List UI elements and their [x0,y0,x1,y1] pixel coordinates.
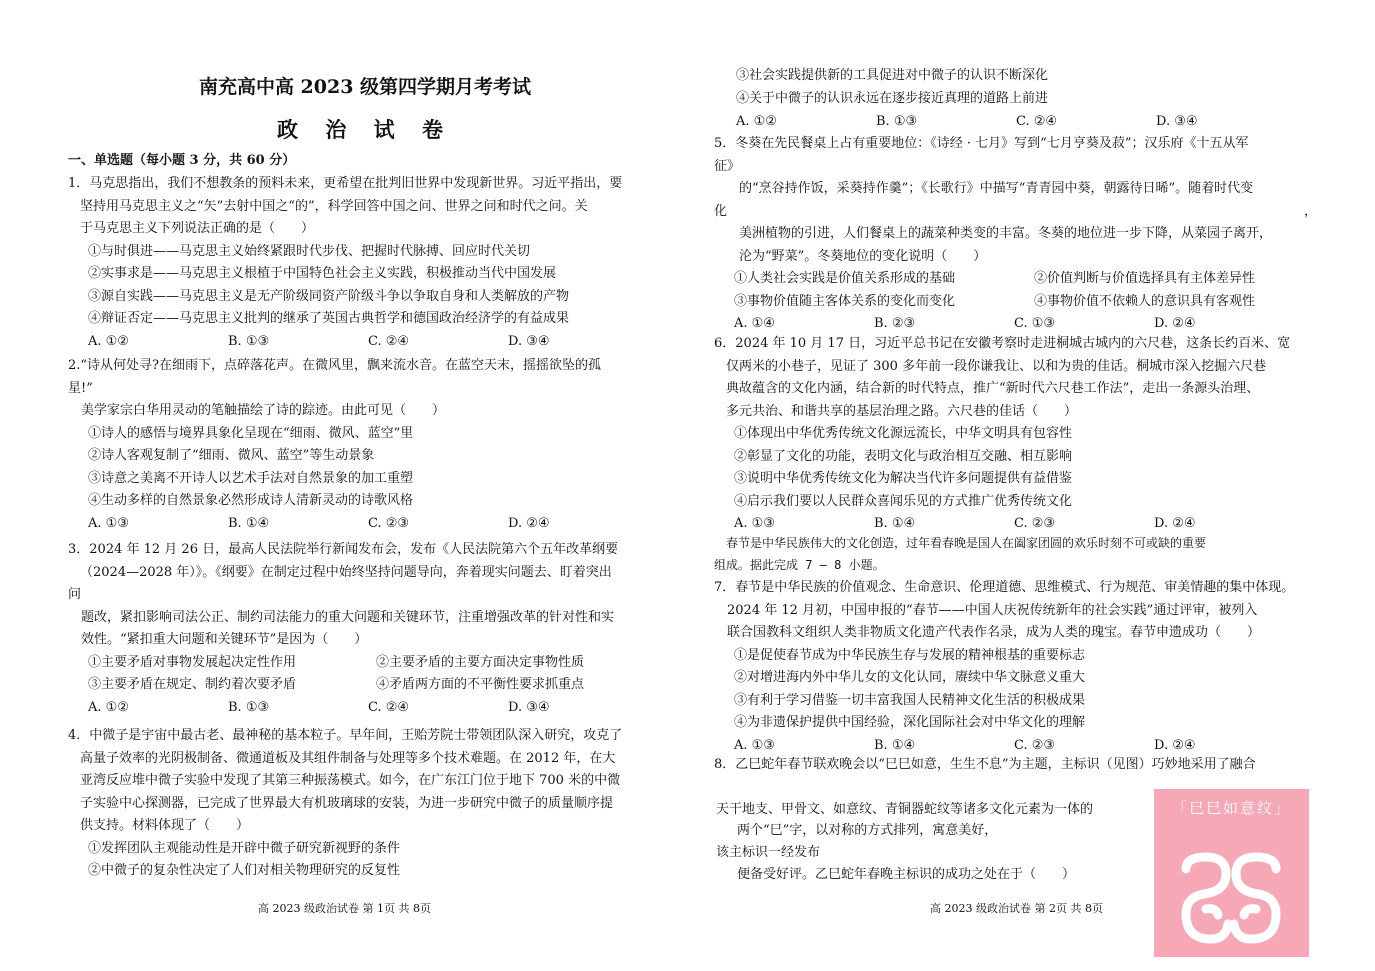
page-footer: 高 2023 级政治试卷 第 1页 共 8页 [258,902,431,915]
q6-item: ①体现出中华优秀传统文化源远流长，中华文明具有包容性 [734,426,1073,441]
q7-item: ③有利于学习借鉴一切丰富我国人民精神文化生活的积极成果 [734,692,1086,708]
q6-item: ④启示我们要以人民群众喜闻乐见的方式推广优秀传统文化 [734,493,1073,509]
q2-option: C. ②③ [368,515,410,531]
q7-stem-line: 7．春节是中华民族的价值观念、生命意识、伦理道德、思维模式、行为规范、审美情趣的集中体现。 [714,580,1295,595]
exam-subtitle: 政 治 试 卷 [277,117,453,142]
q2-item: ①诗人的感悟与境界具象化呈现在“细雨、微风、蓝空”里 [88,425,414,441]
q7-option: C. ②③ [1014,737,1056,753]
q4-stem-line: 供支持。材料体现了（ ） [80,818,250,833]
q6-option: C. ②③ [1014,516,1056,531]
q2-option: A. ①③ [88,515,129,531]
q6-stem-line: 典故蕴含的文化内涵，结合新的时代特点，推广“新时代六尺巷工作法”，走出一条源头治理、 [726,381,1260,396]
q4-item: ①发挥团队主观能动性是开辟中微子研究新视野的条件 [88,840,401,856]
q5-option: A. ①④ [734,316,775,331]
q5-option: D. ②④ [1154,316,1196,331]
q6-option: D. ②④ [1154,516,1196,531]
q1-stem-line: 坚持用马克思主义之“矢”去射中国之“的”，科学回答中国之问、世界之问和时代之问。关 [80,198,588,214]
q5-stem-line: 征》 [714,158,741,174]
q4-item: ④关于中微子的认识永远在逐步接近真理的道路上前进 [736,90,1049,106]
q4-stem-line: 4．中微子是宇宙中最古老、最神秘的基本粒子。早年间，王贻芳院士带领团队深入研究，攻克了 [68,728,623,743]
q7-item: ②对增进海内外中华儿女的文化认同，赓续中华文脉意义重大 [734,670,1086,685]
q5-item: ①人类社会实践是价值关系形成的基础 [734,271,956,286]
q2-item: ③诗意之美离不开诗人以艺术手法对自然景象的加工重塑 [88,470,414,486]
q5-item: ②价值判断与价值选择具有主体差异性 [1034,271,1256,286]
page-footer: 高 2023 级政治试卷 第 2页 共 8页 [930,902,1103,915]
q8-stem-line: 该主标识一经发布 [716,845,821,860]
q2-option: B. ①④ [228,515,270,531]
q1-stem-line: 1．马克思指出，我们不想教条的预料未来，更希望在批判旧世界中发现新世界。习近平指出，要 [68,176,623,191]
q3-stem-line: 问 [68,587,82,602]
q6-stem-line: 6．2024 年 10 月 17 日，习近平总书记在安徽考察时走进桐城古城内的六尺巷，这条长约百米、宽 [714,336,1291,351]
logo-label: 「巳巳如意纹」 [1171,799,1291,817]
q3-stem-line: 效性。“紧扣重大问题和关键环节”是因为（ ） [68,632,368,647]
q2-stem-line: 美学家宗白华用灵动的笔触描绘了诗的踪迹。由此可见（ ） [68,403,446,418]
q3-item: ①主要矛盾对事物发展起决定性作用 [88,654,297,670]
q1-stem-line: 于马克思主义下列说法正确的是（ ） [80,221,315,236]
q4-stem-line: 高量子效率的光阴极制备、微通道板及其组件制备与处理等多个技术难题。在 2012 年，在大 [80,750,616,766]
intro-7-8: 组成。据此完成 7 — 8 小题。 [714,558,885,572]
q5-option: B. ②③ [874,316,916,331]
q8-stem-line: 便备受好评。乙巳蛇年春晚主标识的成功之处在于（ ） [724,867,1076,882]
q1-option: B. ①③ [228,333,270,349]
q5-stem-line: 的“烹谷持作饭，采葵持作羹”；《长歌行》中描写“青青园中葵，朝露待日晞”。随着时代变 [726,181,1254,196]
q6-option: B. ①④ [874,516,916,531]
q7-stem-line: 联合国教科文组织人类非物质文化遗产代表作名录，成为人类的瑰宝。春节申遗成功（ ） [714,625,1261,640]
q4-option: D. ③④ [1156,114,1198,129]
q5-stem-line: 沦为“野菜”。冬葵地位的变化说明（ ） [726,248,987,264]
snake-glyph-icon [1176,849,1286,949]
q6-option: A. ①③ [734,516,775,531]
q1-option: D. ③④ [508,333,550,349]
q6-stem-line: 仅两米的小巷子，见证了 300 多年前一段你谦我让、以和为贵的佳话。桐城市深入挖掘六尺巷 [726,358,1267,374]
q5-option: C. ①③ [1014,316,1056,331]
q7-option: B. ①④ [874,737,916,753]
q6-item: ③说明中华优秀传统文化为解决当代许多问题提供有益借鉴 [734,471,1073,486]
q5-stem-line: 美洲植物的引进，人们餐桌上的蔬菜种类变的丰富。冬葵的地位进一步下降，从菜园子离开， [726,226,1273,241]
q7-item: ①是促使春节成为中华民族生存与发展的精神根基的重要标志 [734,647,1086,663]
q3-option: D. ③④ [508,699,550,715]
q1-option: C. ②④ [368,333,410,349]
q2-item: ②诗人客观复制了“细雨、微风、蓝空”等生动景象 [88,448,375,463]
q3-stem-line: 3．2024 年 12 月 26 日，最高人民法院举行新闻发布会，发布《人民法院第六个五年改革纲要 [68,542,619,557]
q4-option: B. ①③ [876,114,918,129]
q4-item: ③社会实践提供新的工具促进对中微子的认识不断深化 [736,68,1049,83]
q1-item: ①与时俱进——马克思主义始终紧跟时代步伐、把握时代脉搏、回应时代关切 [88,243,531,259]
q2-option: D. ②④ [508,515,550,531]
q1-item: ③源自实践——马克思主义是无产阶级同资产阶级斗争以争取自身和人类解放的产物 [88,288,570,304]
intro-7-8: 春节是中华民族伟大的文化创造，过年看春晚是国人在阖家团圆的欢乐时刻不可或缺的重要 [714,536,1207,550]
q6-item: ②彰显了文化的功能，表明文化与政治相互交融、相互影响 [734,448,1073,464]
q1-option: A. ①② [88,333,129,349]
q2-stem-line: 星!” [68,380,93,396]
q7-option: D. ②④ [1154,737,1196,753]
q3-item: ②主要矛盾的主要方面决定事物性质 [376,654,585,670]
q7-stem-line: 2024 年 12 月初，中国申报的“春节——中国人庆祝传统新年的社会实践”通过评审，被列入 [714,602,1258,618]
q3-stem-line: （2024—2028 年）》。《纲要》在制定过程中始终坚持问题导向，奔着现实问题去、盯着突出 [80,564,612,580]
section-heading: 一、单选题（每小题 3 分，共 60 分） [68,153,296,168]
q4-item: ②中微子的复杂性决定了人们对相关物理研究的反复性 [88,863,401,878]
q4-option: A. ①② [736,114,777,129]
q6-stem-line: 多元共治、和谐共享的基层治理之路。六尺巷的佳话（ ） [726,403,1078,419]
q5-item: ④事物价值不依赖人的意识具有客观性 [1034,293,1256,309]
q1-item: ②实事求是——马克思主义根植于中国特色社会主义实践，积极推动当代中国发展 [88,266,557,281]
q8-stem-line: 8．乙巳蛇年春节联欢晚会以“巳巳如意，生生不息”为主题，主标识（见图）巧妙地采用了融合 [714,757,1256,772]
q5-stem-line: 化 [714,203,728,219]
q5-stem-line: 5．冬葵在先民餐桌上占有重要地位：《诗经 · 七月》写到“七月亨葵及菽”；汉乐府《十五从军 [714,136,1249,151]
q4-option: C. ②④ [1016,114,1058,129]
q4-stem-line: 亚湾反应堆中微子实验中发现了其第三种振荡模式。如今，在广东江门位于地下 700 米的中微 [80,773,621,788]
logo-image [1154,789,1309,957]
q1-item: ④辩证否定——马克思主义批判的继承了英国古典哲学和德国政治经济学的有益成果 [88,311,570,326]
q8-stem-line: 两个“巳”字，以对称的方式排列，寓意美好， [724,823,998,838]
q3-item: ④矛盾两方面的不平衡性要求抓重点 [376,677,585,692]
q2-stem-line: 2.“诗从何处寻?在细雨下，点碎落花声。在微风里，飘来流水音。在蓝空天末，摇摇欲坠的孤 [68,358,602,373]
q3-option: B. ①③ [228,699,270,715]
q4-stem-line: 子实验中心探测器，已完成了世界最大有机玻璃球的安装，为进一步研究中微子的质量顺序提 [80,795,614,811]
q7-option: A. ①③ [734,737,775,753]
q3-option: A. ①② [88,699,129,715]
q5-item: ③事物价值随主客体关系的变化而变化 [734,293,956,309]
q2-item: ④生动多样的自然景象必然形成诗人清新灵动的诗歌风格 [88,493,414,508]
q8-stem-line: 天干地支、甲骨文、如意纹、青铜器蛇纹等诸多文化元素为一体的 [716,802,1094,817]
q3-item: ③主要矛盾在规定、制约着次要矛盾 [88,677,297,692]
q3-option: C. ②④ [368,699,410,715]
q3-stem-line: 题改，紧扣影响司法公正、制约司法能力的重大问题和关键环节，注重增强改革的针对性和实 [68,609,615,625]
exam-title: 南充高中高 2023 级第四学期月考考试 [198,76,532,98]
q7-item: ④为非遗保护提供中国经验，深化国际社会对中华文化的理解 [734,715,1086,730]
q5-comma: ， [1304,204,1318,219]
